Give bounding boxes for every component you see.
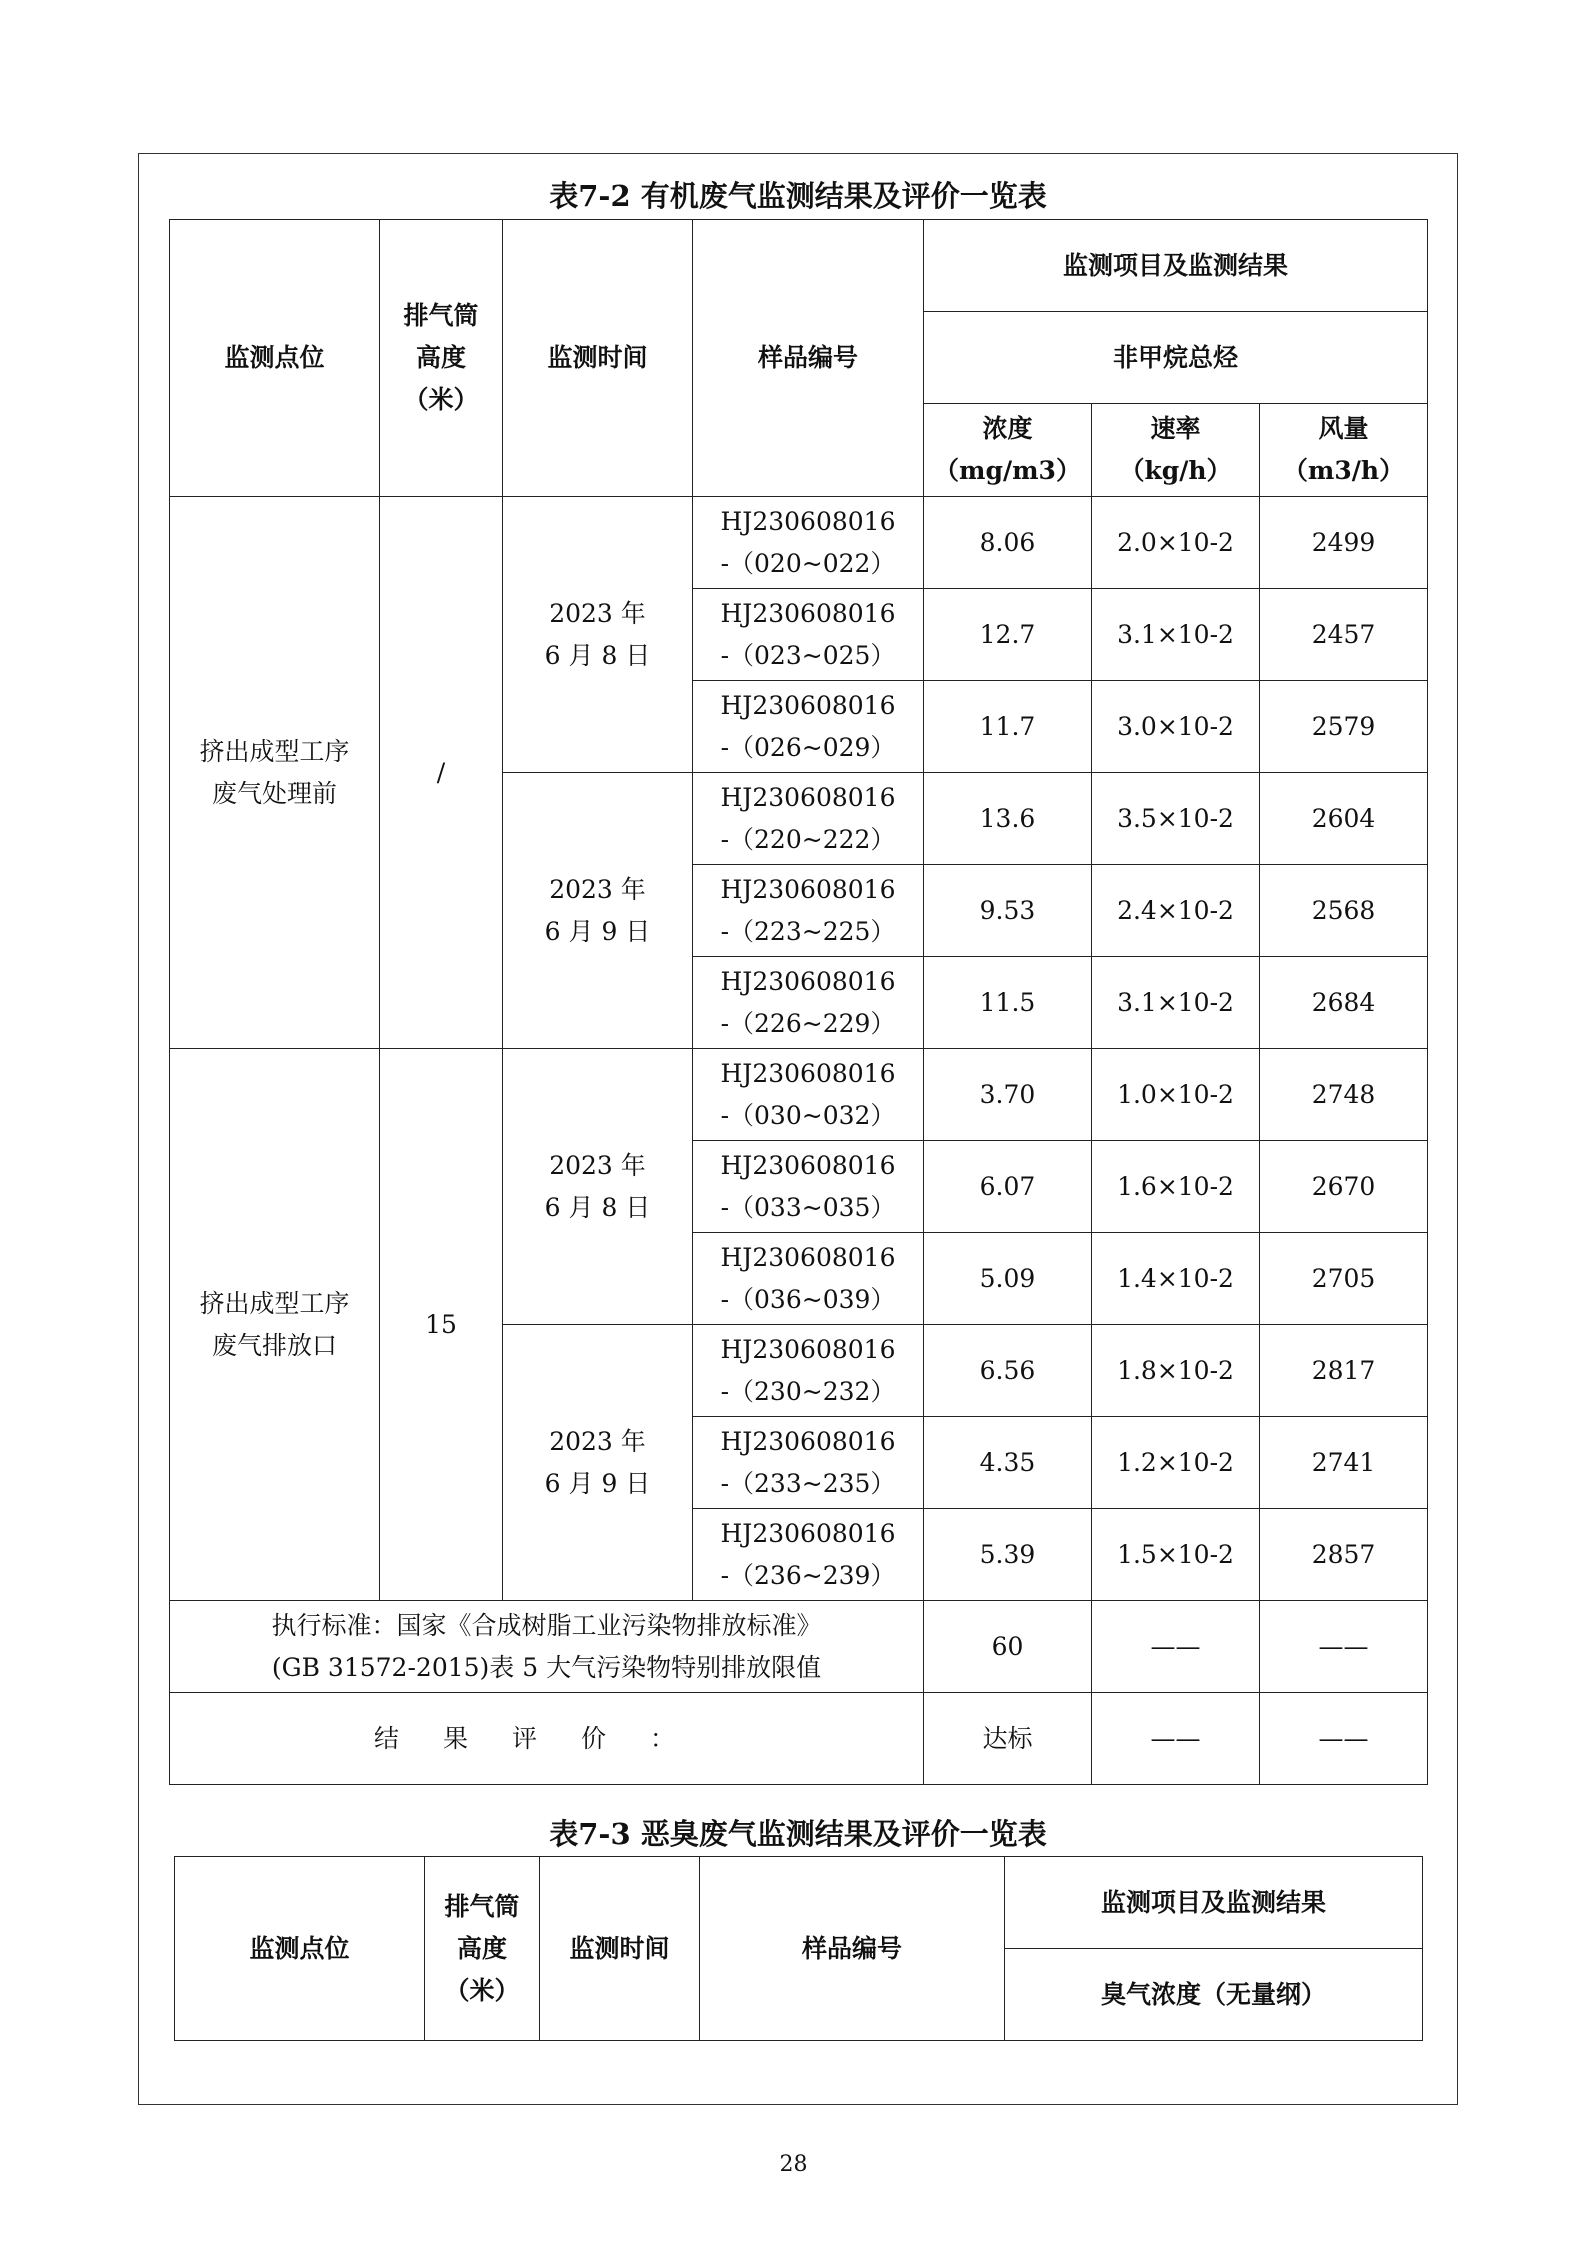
evaluation-conc: 达标 (924, 1693, 1092, 1785)
header-flow (1260, 404, 1428, 497)
table-7-2 (169, 219, 1428, 1785)
point-line1: 挤出成型工序 (199, 736, 350, 766)
date-line1: 2023 年 (549, 1150, 646, 1180)
rate-cell: 2.4×10-2 (1092, 865, 1260, 957)
date-cell (503, 497, 693, 773)
header-sample: 样品编号 (693, 220, 924, 497)
standard-flow: —— (1260, 1601, 1428, 1693)
height-cell: 15 (380, 1049, 503, 1601)
point-line2: 废气排放口 (211, 1330, 337, 1360)
sample-id-line2: -（023~025） (720, 640, 896, 670)
header-pollutant: 非甲烷总烃 (924, 312, 1428, 404)
t73-header-sample: 样品编号 (700, 1857, 1005, 2041)
table-row (170, 497, 1428, 589)
conc-cell: 5.39 (924, 1509, 1092, 1601)
header-height-line1: 排气筒 (403, 301, 479, 330)
flow-cell: 2817 (1260, 1325, 1428, 1417)
conc-cell: 5.09 (924, 1233, 1092, 1325)
sample-id-line2: -（226~229） (720, 1008, 896, 1038)
header-rate-unit: （kg/h） (1119, 456, 1232, 485)
standard-rate: —— (1092, 1601, 1260, 1693)
header-point: 监测点位 (170, 220, 380, 497)
date-line2: 6 月 9 日 (544, 916, 651, 946)
t73-header-time: 监测时间 (540, 1857, 700, 2041)
evaluation-label (170, 1693, 924, 1785)
rate-cell: 3.1×10-2 (1092, 589, 1260, 681)
sample-id-line1: HJ230608016 (720, 1334, 896, 1364)
sample-id-cell (693, 1233, 924, 1325)
flow-cell: 2457 (1260, 589, 1428, 681)
date-line1: 2023 年 (549, 1426, 646, 1456)
sample-id-cell (693, 1417, 924, 1509)
t73-header-height-line1: 排气筒 (444, 1891, 520, 1921)
date-cell (503, 1049, 693, 1325)
point-cell (170, 497, 380, 1049)
t73-header-items: 监测项目及监测结果 (1005, 1857, 1423, 1949)
sample-id-line2: -（230~232） (720, 1376, 896, 1406)
sample-id-line2: -（030~032） (720, 1100, 896, 1130)
sample-id-line1: HJ230608016 (720, 966, 896, 996)
table-7-3-title: 表7-3 恶臭废气监测结果及评价一览表 (549, 1817, 1047, 1851)
sample-id-line2: -（220~222） (720, 824, 896, 854)
header-items: 监测项目及监测结果 (924, 220, 1428, 312)
sample-id-line1: HJ230608016 (720, 690, 896, 720)
conc-cell: 11.5 (924, 957, 1092, 1049)
conc-cell: 13.6 (924, 773, 1092, 865)
sample-id-cell (693, 1049, 924, 1141)
flow-cell: 2748 (1260, 1049, 1428, 1141)
standard-label-line2: (GB 31572-2015)表 5 大气污染物特别排放限值 (271, 1652, 822, 1682)
sample-id-line2: -（236~239） (720, 1560, 896, 1590)
sample-id-cell (693, 589, 924, 681)
sample-id-line2: -（223~225） (720, 916, 896, 946)
sample-id-cell (693, 865, 924, 957)
header-time: 监测时间 (503, 220, 693, 497)
flow-cell: 2705 (1260, 1233, 1428, 1325)
flow-cell: 2684 (1260, 957, 1428, 1049)
height-cell: / (380, 497, 503, 1049)
rate-cell: 3.1×10-2 (1092, 957, 1260, 1049)
sample-id-line1: HJ230608016 (720, 1242, 896, 1272)
sample-id-line1: HJ230608016 (720, 1518, 896, 1548)
date-cell (503, 1325, 693, 1601)
point-line1: 挤出成型工序 (199, 1288, 350, 1318)
evaluation-label-text: 结果评价： (373, 1723, 719, 1753)
t73-header-point: 监测点位 (175, 1857, 425, 2041)
header-rate (1092, 404, 1260, 497)
rate-cell: 1.4×10-2 (1092, 1233, 1260, 1325)
sample-id-cell (693, 497, 924, 589)
point-line2: 废气处理前 (211, 778, 337, 808)
flow-cell: 2857 (1260, 1509, 1428, 1601)
flow-cell: 2568 (1260, 865, 1428, 957)
table-row (170, 1049, 1428, 1141)
date-line2: 6 月 9 日 (544, 1468, 651, 1498)
evaluation-rate: —— (1092, 1693, 1260, 1785)
t73-header-height-line2: 高度 (456, 1933, 507, 1963)
header-conc (924, 404, 1092, 497)
header-conc-label: 浓度 (982, 414, 1033, 443)
rate-cell: 2.0×10-2 (1092, 497, 1260, 589)
sample-id-line2: -（026~029） (720, 732, 896, 762)
table-7-2-title: 表7-2 有机废气监测结果及评价一览表 (549, 179, 1047, 213)
conc-cell: 12.7 (924, 589, 1092, 681)
sample-id-line1: HJ230608016 (720, 874, 896, 904)
sample-id-line1: HJ230608016 (720, 1150, 896, 1180)
header-height (380, 220, 503, 497)
rate-cell: 1.2×10-2 (1092, 1417, 1260, 1509)
sample-id-line2: -（036~039） (720, 1284, 896, 1314)
flow-cell: 2579 (1260, 681, 1428, 773)
evaluation-flow: —— (1260, 1693, 1428, 1785)
standard-label (170, 1601, 924, 1693)
conc-cell: 9.53 (924, 865, 1092, 957)
flow-cell: 2741 (1260, 1417, 1428, 1509)
sample-id-line1: HJ230608016 (720, 506, 896, 536)
sample-id-line1: HJ230608016 (720, 1058, 896, 1088)
date-line1: 2023 年 (549, 874, 646, 904)
header-flow-unit: （m3/h） (1282, 456, 1405, 485)
rate-cell: 1.6×10-2 (1092, 1141, 1260, 1233)
conc-cell: 3.70 (924, 1049, 1092, 1141)
date-line2: 6 月 8 日 (544, 1192, 651, 1222)
t73-header-height-line3: （米） (444, 1975, 520, 2005)
sample-id-cell (693, 957, 924, 1049)
sample-id-line2: -（033~035） (720, 1192, 896, 1222)
rate-cell: 3.5×10-2 (1092, 773, 1260, 865)
sample-id-cell (693, 773, 924, 865)
header-height-line3: （米） (403, 385, 479, 414)
t73-header-height (425, 1857, 540, 2041)
table-7-3 (174, 1856, 1423, 2041)
sample-id-line2: -（020~022） (720, 548, 896, 578)
rate-cell: 1.8×10-2 (1092, 1325, 1260, 1417)
t73-header-odor: 臭气浓度（无量纲） (1005, 1949, 1423, 2041)
conc-cell: 6.07 (924, 1141, 1092, 1233)
sample-id-cell (693, 1509, 924, 1601)
header-height-line2: 高度 (415, 343, 466, 372)
conc-cell: 8.06 (924, 497, 1092, 589)
evaluation-row (170, 1693, 1428, 1785)
sample-id-cell (693, 681, 924, 773)
conc-cell: 6.56 (924, 1325, 1092, 1417)
header-rate-label: 速率 (1150, 414, 1201, 443)
flow-cell: 2670 (1260, 1141, 1428, 1233)
conc-cell: 11.7 (924, 681, 1092, 773)
page-number: 28 (779, 2152, 808, 2177)
rate-cell: 1.5×10-2 (1092, 1509, 1260, 1601)
point-cell (170, 1049, 380, 1601)
sample-id-line2: -（233~235） (720, 1468, 896, 1498)
sample-id-line1: HJ230608016 (720, 598, 896, 628)
sample-id-line1: HJ230608016 (720, 1426, 896, 1456)
header-conc-unit: （mg/m3） (934, 456, 1081, 485)
standard-conc: 60 (924, 1601, 1092, 1693)
sample-id-line1: HJ230608016 (720, 782, 896, 812)
standard-row (170, 1601, 1428, 1693)
date-line2: 6 月 8 日 (544, 640, 651, 670)
standard-label-line1: 执行标准：国家《合成树脂工业污染物排放标准》 (271, 1610, 822, 1640)
rate-cell: 1.0×10-2 (1092, 1049, 1260, 1141)
flow-cell: 2499 (1260, 497, 1428, 589)
rate-cell: 3.0×10-2 (1092, 681, 1260, 773)
date-cell (503, 773, 693, 1049)
date-line1: 2023 年 (549, 598, 646, 628)
conc-cell: 4.35 (924, 1417, 1092, 1509)
sample-id-cell (693, 1141, 924, 1233)
flow-cell: 2604 (1260, 773, 1428, 865)
header-flow-label: 风量 (1318, 414, 1369, 443)
sample-id-cell (693, 1325, 924, 1417)
